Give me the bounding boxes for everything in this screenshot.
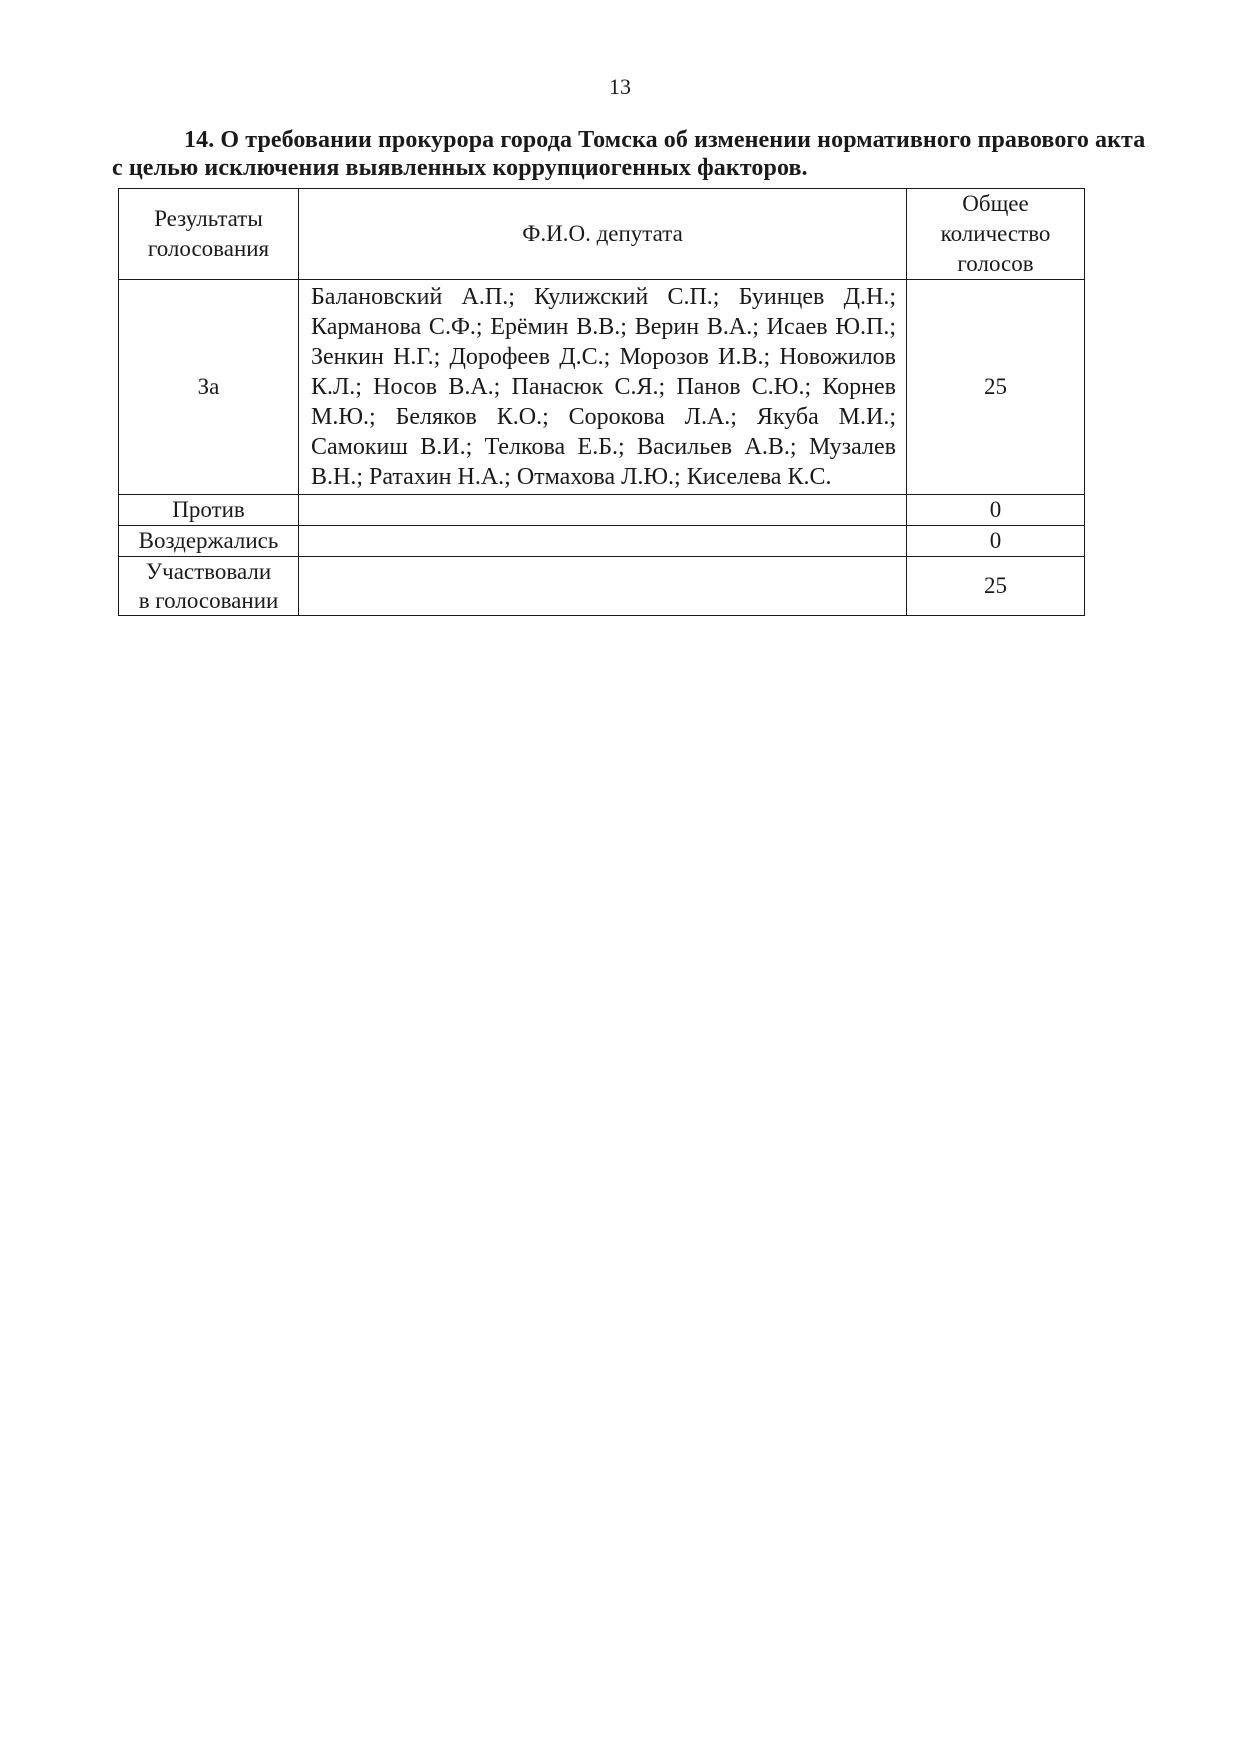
- deputy-names-against: [299, 495, 907, 526]
- header-total-line-1: Общее: [962, 191, 1029, 216]
- header-results-line-2: голосования: [147, 236, 270, 261]
- vote-count-for: 25: [907, 280, 1085, 495]
- table-header-row: [119, 189, 1085, 280]
- deputy-names-participated: [299, 557, 907, 616]
- row-label-abstained: Воздержались: [119, 526, 299, 557]
- row-label-for: За: [119, 280, 299, 495]
- header-total-line-2: количество: [940, 221, 1051, 246]
- header-total: [907, 189, 1085, 280]
- table-row-against: [119, 495, 1085, 526]
- page-number: 13: [609, 74, 631, 99]
- table-row-for: [119, 280, 1085, 495]
- table-row-participated: [119, 557, 1085, 616]
- header-results-line-1: Результаты: [154, 206, 263, 231]
- row-label-participated-line-1: Участвовали: [145, 559, 272, 584]
- agenda-item-heading: [112, 126, 1182, 182]
- header-deputy: Ф.И.О. депутата: [299, 189, 907, 280]
- row-label-against: Против: [119, 495, 299, 526]
- vote-count-against: 0: [907, 495, 1085, 526]
- row-label-participated-line-2: в голосовании: [138, 588, 279, 613]
- deputy-names-abstained: [299, 526, 907, 557]
- header-results: [119, 189, 299, 280]
- row-label-participated: [119, 557, 299, 616]
- header-total-line-3: голосов: [957, 251, 1034, 276]
- vote-count-abstained: 0: [907, 526, 1085, 557]
- voting-results-table: [118, 188, 1085, 616]
- deputy-names-for: Балановский А.П.; Кулижский С.П.; Буинцев Д.Н.; Карманова С.Ф.; Ерёмин В.В.; Верин В.А.; Исаев Ю.П.; Зенкин Н.Г.; Дорофеев Д.С.; Морозов И.В.; Новожилов К.Л.; Носов В.А.; Панасюк С.Я.; Панов С.Ю.; Корнев М.Ю.; Беляков К.О.; Сорокова Л.А.; Якуба М.И.; Самокиш В.И.; Телкова Е.Б.; Васильев А.В.; Музалев В.Н.; Ратахин Н.А.; Отмахова Л.Ю.; Киселева К.С.: [299, 280, 907, 495]
- vote-count-participated: 25: [907, 557, 1085, 616]
- heading-line-2: с целью исключения выявленных коррупциогенных факторов.: [112, 155, 808, 181]
- heading-line-1: 14. О требовании прокурора города Томска об изменении нормативного правового акта: [184, 127, 1146, 153]
- table-row-abstained: [119, 526, 1085, 557]
